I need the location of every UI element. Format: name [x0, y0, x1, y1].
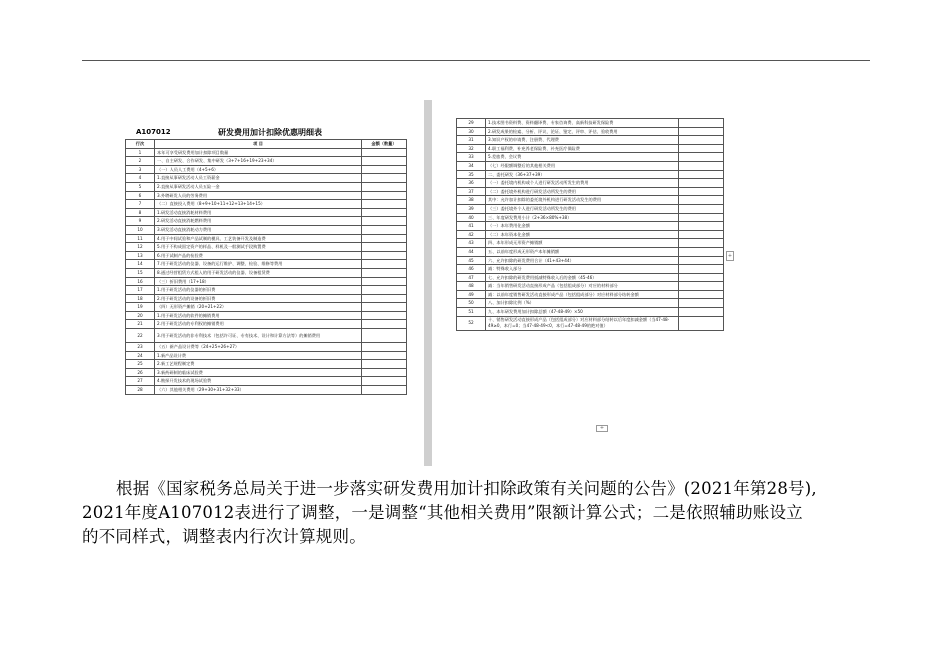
row-number: 22	[126, 329, 155, 343]
vertical-scrollbar[interactable]	[424, 100, 432, 466]
row-item: 3.知识产权的申请费、注册费、代理费	[486, 136, 679, 145]
table-row	[126, 329, 407, 343]
row-item: 5.差旅费、会议费	[486, 153, 679, 162]
row-number: 42	[457, 230, 486, 239]
table-row	[457, 290, 724, 299]
form-table-left	[125, 139, 407, 395]
row-item: 3.用于研发活动的非专利技术（包括许可证、专有技术、设计和计算方法等）的摊销费用	[155, 329, 362, 343]
row-item: （二）本年资本化金额	[486, 230, 679, 239]
row-amount	[679, 187, 724, 196]
row-number: 47	[457, 273, 486, 282]
row-item: 2.用于研发活动的专利权的摊销费用	[155, 320, 362, 329]
table-row	[126, 234, 407, 243]
form-code: A107012	[136, 128, 171, 136]
table-row	[126, 294, 407, 303]
row-amount	[362, 368, 407, 377]
row-amount	[362, 234, 407, 243]
row-item: 2.直接从事研发活动人员五险一金	[155, 182, 362, 191]
row-amount	[679, 153, 724, 162]
row-item: 其中：允许加计扣除的委托境外机构进行研发活动发生的费用	[486, 196, 679, 205]
table-row	[457, 299, 724, 308]
row-number: 24	[126, 351, 155, 360]
row-number: 33	[457, 153, 486, 162]
row-item: （二）委托境外机构进行研发活动所发生的费用	[486, 187, 679, 196]
row-item: 1.技术图书资料费、资料翻译费、专家咨询费、高新科技研发保险费	[486, 119, 679, 128]
row-item: （一）人员人工费用（4+5+6）	[155, 165, 362, 174]
row-item: 6.用于试制产品的检验费	[155, 251, 362, 260]
row-number: 31	[457, 136, 486, 145]
row-item: 1.新产品设计费	[155, 351, 362, 360]
row-item: 本年可享受研发费用加计扣除项目数量	[155, 148, 362, 157]
row-item: 1.直接从事研发活动人员工资薪金	[155, 174, 362, 183]
row-number: 21	[126, 320, 155, 329]
table-row	[457, 187, 724, 196]
table-row	[126, 243, 407, 252]
row-amount	[362, 260, 407, 269]
row-amount	[679, 316, 724, 330]
row-amount	[679, 282, 724, 291]
table-row	[126, 148, 407, 157]
row-amount	[679, 308, 724, 317]
row-item: 2.研发活动直接消耗燃料费用	[155, 217, 362, 226]
row-item: 减：以前年度销售研发活动直接形成产品（包括组成部分）对应材料部分结转金额	[486, 290, 679, 299]
row-item: 2.新工艺规程制定费	[155, 360, 362, 369]
row-number: 51	[457, 308, 486, 317]
row-amount	[679, 179, 724, 188]
row-amount	[362, 386, 407, 395]
row-amount	[362, 277, 407, 286]
row-number: 9	[126, 217, 155, 226]
row-number: 14	[126, 260, 155, 269]
row-number: 17	[126, 286, 155, 295]
resize-handle-side[interactable]: +	[727, 253, 733, 259]
row-amount	[679, 161, 724, 170]
row-amount	[362, 243, 407, 252]
row-item: 2.用于研发活动的设备的折旧费	[155, 294, 362, 303]
row-item: 八、加计扣除比例（%）	[486, 299, 679, 308]
row-item: 3.研发活动直接消耗动力费用	[155, 225, 362, 234]
row-amount	[679, 299, 724, 308]
row-number: 23	[126, 343, 155, 352]
row-number: 48	[457, 282, 486, 291]
table-row	[457, 161, 724, 170]
row-number: 34	[457, 161, 486, 170]
row-amount	[362, 329, 407, 343]
row-item: 2.研发成果的检索、分析、评议、论证、鉴定、评审、评估、验收费用	[486, 127, 679, 136]
row-item: 1.用于研发活动的仪器的折旧费	[155, 286, 362, 295]
row-amount	[362, 343, 407, 352]
row-amount	[362, 268, 407, 277]
table-row	[457, 127, 724, 136]
row-number: 49	[457, 290, 486, 299]
table-row	[457, 153, 724, 162]
row-amount	[679, 204, 724, 213]
row-number: 12	[126, 243, 155, 252]
row-amount	[679, 196, 724, 205]
row-amount	[679, 127, 724, 136]
row-amount	[679, 144, 724, 153]
row-item: 减：特殊收入部分	[486, 265, 679, 274]
paragraph-line-3: 的不同样式，调整表内行次计算规则。	[82, 527, 366, 546]
row-item: 4.用于中间试验和产品试制的模具、工艺装备开发及制造费	[155, 234, 362, 243]
table-row	[126, 217, 407, 226]
row-item: 4.职工福利费、补充养老保险费、补充医疗保险费	[486, 144, 679, 153]
row-number: 29	[457, 119, 486, 128]
table-row	[457, 265, 724, 274]
row-number: 18	[126, 294, 155, 303]
row-item: 二、委托研发（36+37+39）	[486, 170, 679, 179]
row-item: 七、允许扣除的研发费用抵减特殊收入后的金额（45-46）	[486, 273, 679, 282]
row-item: 五、以前年度形成无形资产本年摊销额	[486, 247, 679, 256]
table-row	[126, 343, 407, 352]
header-rule	[82, 60, 870, 61]
row-amount	[679, 273, 724, 282]
row-number: 6	[126, 191, 155, 200]
table-row	[126, 174, 407, 183]
row-number: 52	[457, 316, 486, 330]
row-number: 32	[457, 144, 486, 153]
row-number: 3	[126, 165, 155, 174]
table-row	[126, 351, 407, 360]
table-row	[126, 165, 407, 174]
row-item: 8.通过经营租赁方式租入的用于研发活动的仪器、设备租赁费	[155, 268, 362, 277]
row-amount	[362, 303, 407, 312]
row-amount	[679, 222, 724, 231]
row-amount	[362, 377, 407, 386]
table-row	[126, 360, 407, 369]
table-row	[126, 268, 407, 277]
row-amount	[362, 320, 407, 329]
row-amount	[362, 182, 407, 191]
row-item: 减：当年销售研发活动直接形成产品（包括组成部分）对应的材料部分	[486, 282, 679, 291]
row-number: 4	[126, 174, 155, 183]
table-header-row	[126, 140, 407, 149]
row-number: 50	[457, 299, 486, 308]
row-number: 5	[126, 182, 155, 191]
table-row	[126, 200, 407, 209]
table-row	[457, 136, 724, 145]
row-number: 46	[457, 265, 486, 274]
row-amount	[362, 165, 407, 174]
paragraph-line-2: 2021年度A107012表进行了调整，一是调整“其他相关费用”限额计算公式；二是依照辅助账设立	[82, 503, 803, 522]
row-number: 44	[457, 247, 486, 256]
table-row	[457, 222, 724, 231]
form-screenshot	[110, 96, 840, 468]
row-amount	[362, 174, 407, 183]
form-page-right	[456, 118, 724, 496]
table-row	[457, 144, 724, 153]
row-item: （一）委托境内机构或个人进行研发活动所发生的费用	[486, 179, 679, 188]
table-row	[457, 316, 724, 330]
form-title: 研发费用加计扣除优惠明细表	[218, 128, 322, 137]
row-number: 39	[457, 204, 486, 213]
row-amount	[362, 294, 407, 303]
table-row	[457, 247, 724, 256]
table-row	[126, 377, 407, 386]
row-number: 8	[126, 208, 155, 217]
row-item: （六）其他相关费用（29+30+31+32+33）	[155, 386, 362, 395]
row-amount	[679, 136, 724, 145]
row-number: 25	[126, 360, 155, 369]
row-item: 一、自主研发、合作研发、集中研发（3+7+16+19+23+34）	[155, 157, 362, 166]
row-item: 1.用于研发活动的软件的摊销费用	[155, 311, 362, 320]
paragraph-line-1: 根据《国家税务总局关于进一步落实研发费用加计扣除政策有关问题的公告》(2021年第28号),	[116, 479, 817, 498]
row-number: 11	[126, 234, 155, 243]
row-item: （七）经限额调整后的其他相关费用	[486, 161, 679, 170]
table-row	[457, 170, 724, 179]
row-item: 1.研发活动直接消耗材料费用	[155, 208, 362, 217]
row-item: 四、本年形成无形资产摊销额	[486, 239, 679, 248]
row-number: 19	[126, 303, 155, 312]
table-row	[457, 256, 724, 265]
row-item: 六、允许扣除的研发费用合计（41+43+44）	[486, 256, 679, 265]
row-number: 13	[126, 251, 155, 260]
row-number: 1	[126, 148, 155, 157]
table-row	[457, 239, 724, 248]
row-amount	[362, 251, 407, 260]
row-amount	[679, 265, 724, 274]
table-row	[126, 225, 407, 234]
table-row	[126, 320, 407, 329]
row-item: 7.用于研发活动的仪器、设备的运行维护、调整、检验、维修等费用	[155, 260, 362, 269]
row-amount	[679, 119, 724, 128]
header-no: 行次	[126, 140, 155, 149]
table-row	[457, 282, 724, 291]
header-item: 项 目	[155, 140, 362, 149]
table-row	[126, 386, 407, 395]
row-item: （三）委托境外个人进行研发活动所发生的费用	[486, 204, 679, 213]
table-row	[126, 277, 407, 286]
resize-handle-bottom[interactable]: +	[596, 425, 608, 432]
table-row	[457, 204, 724, 213]
row-amount	[679, 290, 724, 299]
table-row	[126, 191, 407, 200]
row-item: 十、销售研发活动直接形成产品（包括组成部分）对应材料部分结转以后年度扣减金额（当47-48-49≥0，本行=0；当47-48-49<0，本行=47-48-49的绝对值）	[486, 316, 679, 330]
table-row	[126, 368, 407, 377]
row-number: 38	[457, 196, 486, 205]
row-number: 40	[457, 213, 486, 222]
table-row	[457, 119, 724, 128]
row-number: 7	[126, 200, 155, 209]
table-row	[457, 273, 724, 282]
table-row	[457, 308, 724, 317]
row-amount	[679, 213, 724, 222]
row-item: 3.外聘研发人员的劳务费用	[155, 191, 362, 200]
row-number: 20	[126, 311, 155, 320]
table-row	[457, 230, 724, 239]
row-amount	[679, 256, 724, 265]
row-item: （二）直接投入费用（8+9+10+11+12+13+14+15）	[155, 200, 362, 209]
row-amount	[679, 239, 724, 248]
row-number: 43	[457, 239, 486, 248]
table-row	[126, 208, 407, 217]
row-number: 45	[457, 256, 486, 265]
row-amount	[362, 360, 407, 369]
row-number: 27	[126, 377, 155, 386]
row-amount	[362, 351, 407, 360]
row-number: 26	[126, 368, 155, 377]
row-item: （三）折旧费用（17+18）	[155, 277, 362, 286]
row-number: 15	[126, 268, 155, 277]
row-item: （一）本年费用化金额	[486, 222, 679, 231]
row-amount	[362, 311, 407, 320]
row-amount	[362, 225, 407, 234]
row-amount	[362, 200, 407, 209]
table-row	[126, 260, 407, 269]
table-row	[126, 182, 407, 191]
table-row	[126, 251, 407, 260]
row-item: 3.新药研制的临床试验费	[155, 368, 362, 377]
row-item: （五）新产品设计费等（24+25+26+27）	[155, 343, 362, 352]
table-row	[126, 311, 407, 320]
row-amount	[679, 247, 724, 256]
row-number: 36	[457, 179, 486, 188]
table-row	[457, 196, 724, 205]
row-amount	[362, 191, 407, 200]
row-number: 10	[126, 225, 155, 234]
table-row	[126, 157, 407, 166]
row-item: （四）无形资产摊销（20+21+22）	[155, 303, 362, 312]
row-number: 2	[126, 157, 155, 166]
row-item: 4.勘探开发技术的现场试验费	[155, 377, 362, 386]
row-number: 37	[457, 187, 486, 196]
row-number: 16	[126, 277, 155, 286]
row-number: 41	[457, 222, 486, 231]
row-amount	[362, 148, 407, 157]
row-amount	[362, 286, 407, 295]
table-row	[457, 179, 724, 188]
table-row	[126, 286, 407, 295]
row-item: 三、年度研发费用小计（2+36×80%+38）	[486, 213, 679, 222]
row-amount	[362, 208, 407, 217]
form-table-right	[456, 118, 724, 331]
table-row	[126, 303, 407, 312]
row-number: 30	[457, 127, 486, 136]
row-amount	[679, 230, 724, 239]
table-row	[457, 213, 724, 222]
row-amount	[679, 170, 724, 179]
header-amount: 金额（数量）	[362, 140, 407, 149]
form-page-left	[116, 100, 412, 466]
row-item: 5.用于不构成固定资产的样品、样机及一般测试手段购置费	[155, 243, 362, 252]
row-amount	[362, 157, 407, 166]
row-number: 35	[457, 170, 486, 179]
row-item: 九、本年研发费用加计扣除总额（47-48-49）×50	[486, 308, 679, 317]
row-number: 28	[126, 386, 155, 395]
row-amount	[362, 217, 407, 226]
